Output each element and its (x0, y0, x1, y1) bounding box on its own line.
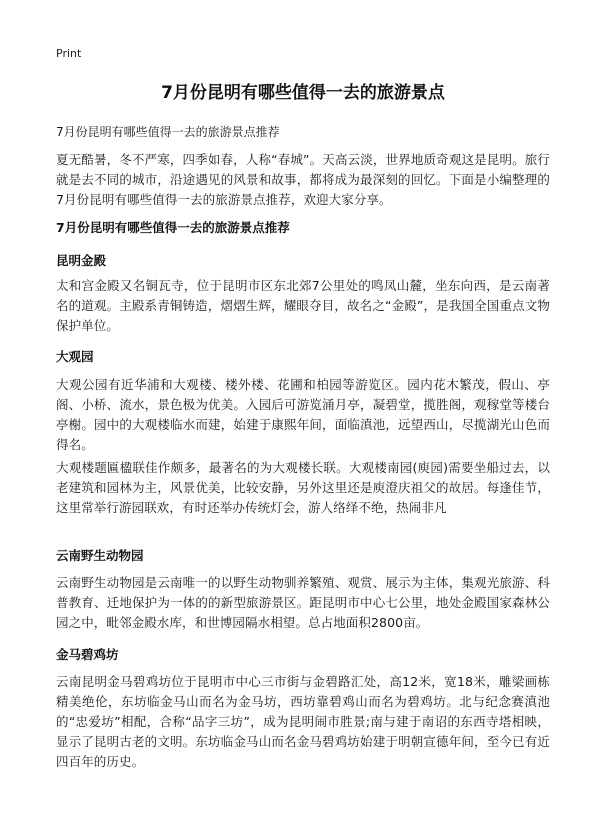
section-title: 7月份昆明有哪些值得一去的旅游景点推荐 (56, 220, 290, 235)
paragraph-yunnan-zoo: 云南野生动物园是云南唯一的以野生动物驯养繁殖、观赏、展示为主体，集观光旅游、科普教育、迁地保护为一体的的新型旅游景区。距昆明市中心七公里，地处金殿国家森林公园之中，毗邻金殿水库，和世博园隔水相望。总占地面积2800亩。 (56, 575, 550, 630)
paragraph-daguanyuan-2: 大观楼题匾楹联佳作颇多，最著名的为大观楼长联。大观楼南园(庾园)需要坐船过去，以老建筑和园林为主，风景优美，比较安静，另外这里还是庾澄庆祖父的故居。每逢佳节，这里常举行游园联欢，有时还举办传统灯会，游人络绎不绝，热闹非凡 (56, 460, 550, 515)
intro-paragraph: 夏无酷暑，冬不严寒，四季如春，人称“春城”。天高云淡，世界地质奇观这是昆明。旅行就是去不同的城市，沿途遇见的风景和故事，都将成为最深刻的回忆。下面是小编整理的7月份昆明有哪些值得一去的旅游景点推荐，欢迎大家分享。 (56, 152, 550, 207)
paragraph-kunming-jindian: 太和宫金殿又名铜瓦寺，位于昆明市区东北郊7公里处的鸣凤山麓，坐东向西，是云南著名的道观。主殿系青铜铸造，熠熠生辉，耀眼夺目，故名之“金殿”，是我国全国重点文物保护单位。 (56, 278, 550, 333)
subtitle: 7月份昆明有哪些值得一去的旅游景点推荐 (56, 125, 280, 139)
print-label: Print (56, 47, 82, 60)
heading-daguanyuan: 大观园 (56, 349, 94, 364)
paragraph-daguanyuan-1: 大观公园有近华浦和大观楼、楼外楼、花圃和柏园等游览区。园内花木繁茂，假山、亭阁、小桥、流水，景色极为优美。入园后可游览涌月亭，凝碧堂，揽胜阁，观稼堂等楼台亭榭。园中的大观楼临水而建，始建于康熙年间，面临滇池，远望西山，尽揽湖光山色而得名。 (56, 377, 550, 452)
heading-yunnan-zoo: 云南野生动物园 (56, 548, 144, 563)
heading-kunming-jindian: 昆明金殿 (56, 253, 107, 268)
page-title: 7月份昆明有哪些值得一去的旅游景点 (161, 83, 445, 103)
paragraph-jinma-biji-fang: 云南昆明金马碧鸡坊位于昆明市中心三市街与金碧路汇处，高12米，宽18米，雕梁画栋精美绝伦，东坊临金马山而名为金马坊，西坊靠碧鸡山而名为碧鸡坊。北与纪念赛滇池的“忠爱坊”相配，合称“品字三坊”，成为昆明闹市胜景;南与建于南诏的东西寺塔相映，显示了昆明古老的文明。东坊临金马山而名金马碧鸡坊始建于明朝宣德年间，至今已有近四百年的历史。 (56, 674, 550, 769)
heading-jinma-biji-fang: 金马碧鸡坊 (56, 647, 119, 662)
